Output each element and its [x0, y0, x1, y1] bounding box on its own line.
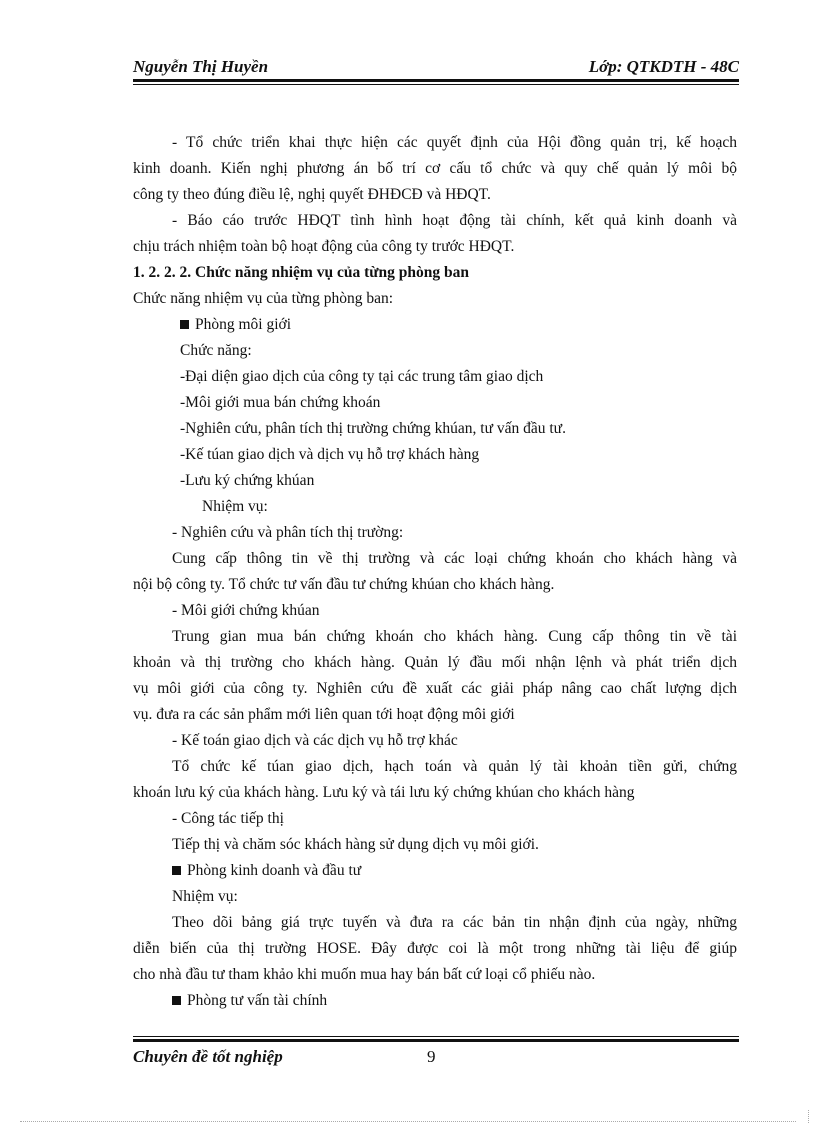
paragraph-line: công ty theo đúng điều lệ, nghị quyết ĐHĐCĐ và HĐQT.: [133, 186, 491, 203]
duties-label: Nhiệm vụ:: [202, 498, 268, 515]
paragraph-line: - Tổ chức triển khai thực hiện các quyết định của Hội đồng quản trị, kế hoạch: [172, 134, 737, 151]
paragraph-line: Trung gian mua bán chứng khoán cho khách hàng. Cung cấp thông tin về tài: [172, 628, 737, 645]
document-body: [133, 130, 737, 1014]
department-label: Phòng tư vấn tài chính: [187, 992, 328, 1009]
paragraph-line: khoán lưu ký của khách hàng. Lưu ký và tái lưu ký chứng khúan cho khách hàng: [133, 784, 635, 801]
duty-title: - Nghiên cứu và phân tích thị trường:: [172, 524, 404, 541]
paragraph-line: Chức năng nhiệm vụ của từng phòng ban:: [133, 290, 394, 307]
page-header: [133, 57, 739, 79]
paragraph-line: vụ môi giới của công ty. Nghiên cứu đề xuất các giải pháp nâng cao chất lượng dịch: [133, 680, 737, 697]
list-item: -Nghiên cứu, phân tích thị trường chứng khúan, tư vấn đầu tư.: [180, 420, 566, 437]
paragraph-line: Theo dõi bảng giá trực tuyến và đưa ra các bản tin nhận định của ngày, những: [172, 914, 737, 931]
crop-mark-horizontal: [20, 1121, 796, 1122]
department-item: [133, 988, 737, 1014]
paragraph-line: cho nhà đầu tư tham khảo khi muốn mua hay bán bất cứ loại cổ phiếu nào.: [133, 966, 596, 983]
department-item: [133, 858, 737, 884]
list-item: -Đại diện giao dịch của công ty tại các trung tâm giao dịch: [180, 368, 544, 385]
footer-title: Chuyên đề tốt nghiệp: [133, 1047, 283, 1066]
list-item: -Kế túan giao dịch và dịch vụ hỗ trợ khách hàng: [180, 446, 480, 463]
header-rule-thick: [133, 79, 739, 82]
header-rule-thin: [133, 84, 739, 85]
department-label: Phòng kinh doanh và đầu tư: [187, 862, 362, 879]
square-bullet-icon: [180, 320, 189, 329]
paragraph-line: - Báo cáo trước HĐQT tình hình hoạt động tài chính, kết quả kinh doanh và: [172, 212, 737, 229]
functions-label: Chức năng:: [180, 342, 252, 359]
footer-rule-thin: [133, 1036, 739, 1037]
paragraph-line: vụ. đưa ra các sản phẩm mới liên quan tới hoạt động môi giới: [133, 706, 515, 723]
paragraph-line: khoản và thị trường cho khách hàng. Quản lý đầu mối nhận lệnh và phát triển dịch: [133, 654, 737, 671]
square-bullet-icon: [172, 866, 181, 875]
paragraph-line: Tiếp thị và chăm sóc khách hàng sử dụng dịch vụ môi giới.: [172, 836, 539, 853]
department-label: Phòng môi giới: [195, 316, 292, 333]
duties-label: Nhiệm vụ:: [172, 888, 238, 905]
list-item: -Lưu ký chứng khúan: [180, 472, 315, 489]
paragraph-line: Tổ chức kế túan giao dịch, hạch toán và quản lý tài khoản tiền gửi, chứng: [172, 758, 737, 775]
section-heading: 1. 2. 2. 2. Chức năng nhiệm vụ của từng phòng ban: [133, 264, 470, 281]
paragraph-line: nội bộ công ty. Tổ chức tư vấn đầu tư chứng khúan cho khách hàng.: [133, 576, 555, 593]
crop-mark-vertical: [808, 1110, 809, 1123]
department-item: [133, 312, 737, 338]
paragraph-line: chịu trách nhiệm toàn bộ hoạt động của công ty trước HĐQT.: [133, 238, 515, 255]
duty-title: - Kế toán giao dịch và các dịch vụ hỗ trợ khác: [172, 732, 458, 749]
paragraph-line: Cung cấp thông tin về thị trường và các loại chứng khoán cho khách hàng và: [172, 550, 737, 567]
class-name: Lớp: QTKDTH - 48C: [588, 57, 739, 76]
paragraph-line: kinh doanh. Kiến nghị phương án bố trí cơ cấu tổ chức và quy chế quản lý môi bộ: [133, 160, 737, 177]
page-number: 9: [427, 1047, 436, 1066]
author-name: Nguyễn Thị Huyền: [133, 57, 269, 76]
list-item: -Môi giới mua bán chứng khoán: [180, 394, 381, 411]
duty-title: - Công tác tiếp thị: [172, 810, 284, 827]
duty-title: - Môi giới chứng khúan: [172, 602, 320, 619]
paragraph-line: diễn biến của thị trường HOSE. Đây được coi là một trong những tài liệu để giúp: [133, 940, 737, 957]
square-bullet-icon: [172, 996, 181, 1005]
footer-rule-thick: [133, 1039, 739, 1042]
